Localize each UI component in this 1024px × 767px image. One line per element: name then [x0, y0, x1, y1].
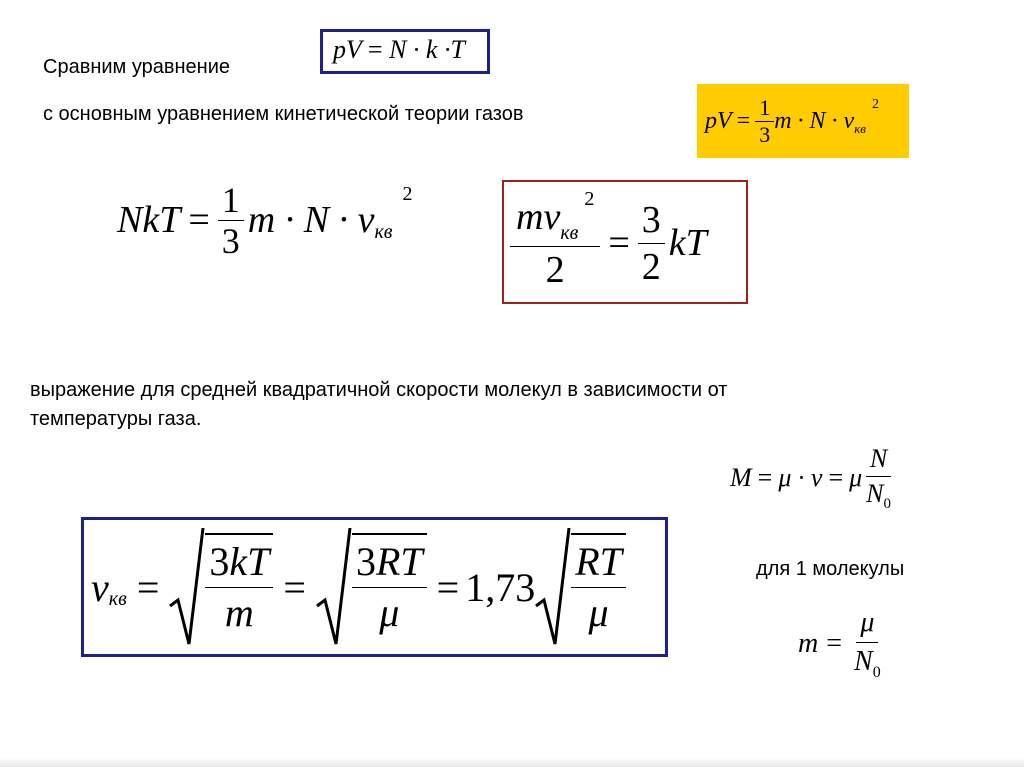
molar-coef: μ [849, 463, 863, 492]
vrms-r3-num: RT [571, 533, 626, 588]
molecule-mass-formula [798, 600, 885, 688]
molar-mid: μ · ν [778, 463, 823, 492]
molar-eq2: = [828, 463, 844, 492]
basic-equation-label: с основным уравнением кинетической теории газов [43, 103, 524, 125]
vrms-sub: кв [108, 587, 127, 610]
one-molecule-label: для 1 молекулы [756, 558, 905, 580]
vrms-root2-fraction [352, 533, 427, 638]
kinetic-num: 1 [755, 95, 774, 122]
molecule-num: μ [856, 604, 878, 643]
molecule-eq: = [826, 628, 843, 659]
nkt-lhs: NkT [117, 199, 181, 241]
energy-formula [510, 188, 707, 298]
molar-num: N [866, 442, 891, 477]
nkt-num: 1 [218, 180, 244, 221]
energy-sup: 2 [584, 187, 595, 210]
vrms-r1-den: m [224, 589, 254, 635]
nkt-den: 3 [221, 220, 240, 261]
compare-label: Сравним уравнение [43, 56, 230, 78]
energy-right-fraction [638, 197, 665, 290]
expression-line-1: выражение для средней квадратичной скорости молекул в зависимости от [30, 379, 728, 401]
clapeyron-eq: = [367, 35, 383, 64]
kinetic-sup: 2 [871, 97, 879, 112]
nkt-formula [117, 172, 413, 268]
sqrt-icon [169, 526, 205, 648]
vrms-r1-num: 3kT [205, 533, 273, 588]
sqrt-icon [535, 526, 571, 648]
nkt-sub: кв [374, 220, 393, 243]
clapeyron-rhs: N · k ·T [389, 35, 465, 64]
kinetic-formula [705, 88, 879, 154]
vrms-formula [91, 524, 626, 650]
kinetic-rhs: m · N · v [774, 107, 855, 134]
energy-eq: = [608, 222, 630, 264]
vrms-r2-num: 3RT [352, 533, 427, 588]
vrms-r2-den: μ [379, 589, 400, 635]
vrms-r3-den: μ [588, 589, 609, 635]
vrms-coef: 1,73 [465, 564, 536, 610]
nkt-eq: = [188, 199, 210, 241]
vrms-eq3: = [436, 564, 460, 610]
energy-right-den: 2 [641, 245, 661, 288]
molecule-den-sub: 0 [872, 663, 881, 681]
molar-eq1: = [757, 463, 773, 492]
energy-left-fraction [510, 187, 600, 293]
nkt-sup: 2 [402, 182, 413, 205]
vrms-eq2: = [283, 564, 306, 610]
energy-right-num: 3 [638, 197, 665, 244]
clapeyron-formula [333, 34, 465, 66]
molar-lhs: M [730, 463, 752, 492]
kinetic-lhs: pV [705, 107, 732, 134]
kinetic-fraction [755, 95, 774, 148]
nkt-rhs: m · N · v [247, 199, 375, 241]
molar-mass-formula [730, 436, 895, 520]
nkt-fraction [218, 180, 244, 261]
vrms-eq1: = [136, 564, 160, 610]
expression-line-2: температуры газа. [30, 408, 202, 430]
molecule-lhs: m [798, 628, 819, 659]
vrms-lhs: v [91, 564, 109, 610]
molar-den-sub: 0 [883, 495, 892, 512]
molar-fraction [862, 442, 895, 515]
kinetic-den: 3 [759, 121, 771, 147]
molar-den-n: N [866, 478, 884, 508]
molecule-fraction [850, 604, 885, 685]
molecule-den [850, 643, 885, 685]
vrms-root1-fraction [205, 533, 273, 638]
sqrt-icon [316, 526, 352, 648]
vrms-root3-fraction [571, 533, 626, 638]
energy-rhs: kT [668, 222, 707, 264]
energy-sub: кв [560, 221, 579, 244]
energy-left-den: 2 [545, 248, 565, 291]
energy-left-num [510, 187, 600, 247]
slide-bottom-edge [0, 757, 1024, 767]
energy-mv: mv [516, 195, 561, 238]
clapeyron-lhs: pV [333, 35, 362, 64]
kinetic-sub: кв [854, 121, 866, 136]
molar-den [862, 477, 895, 515]
kinetic-eq: = [736, 107, 751, 134]
molecule-den-n: N [854, 645, 873, 677]
